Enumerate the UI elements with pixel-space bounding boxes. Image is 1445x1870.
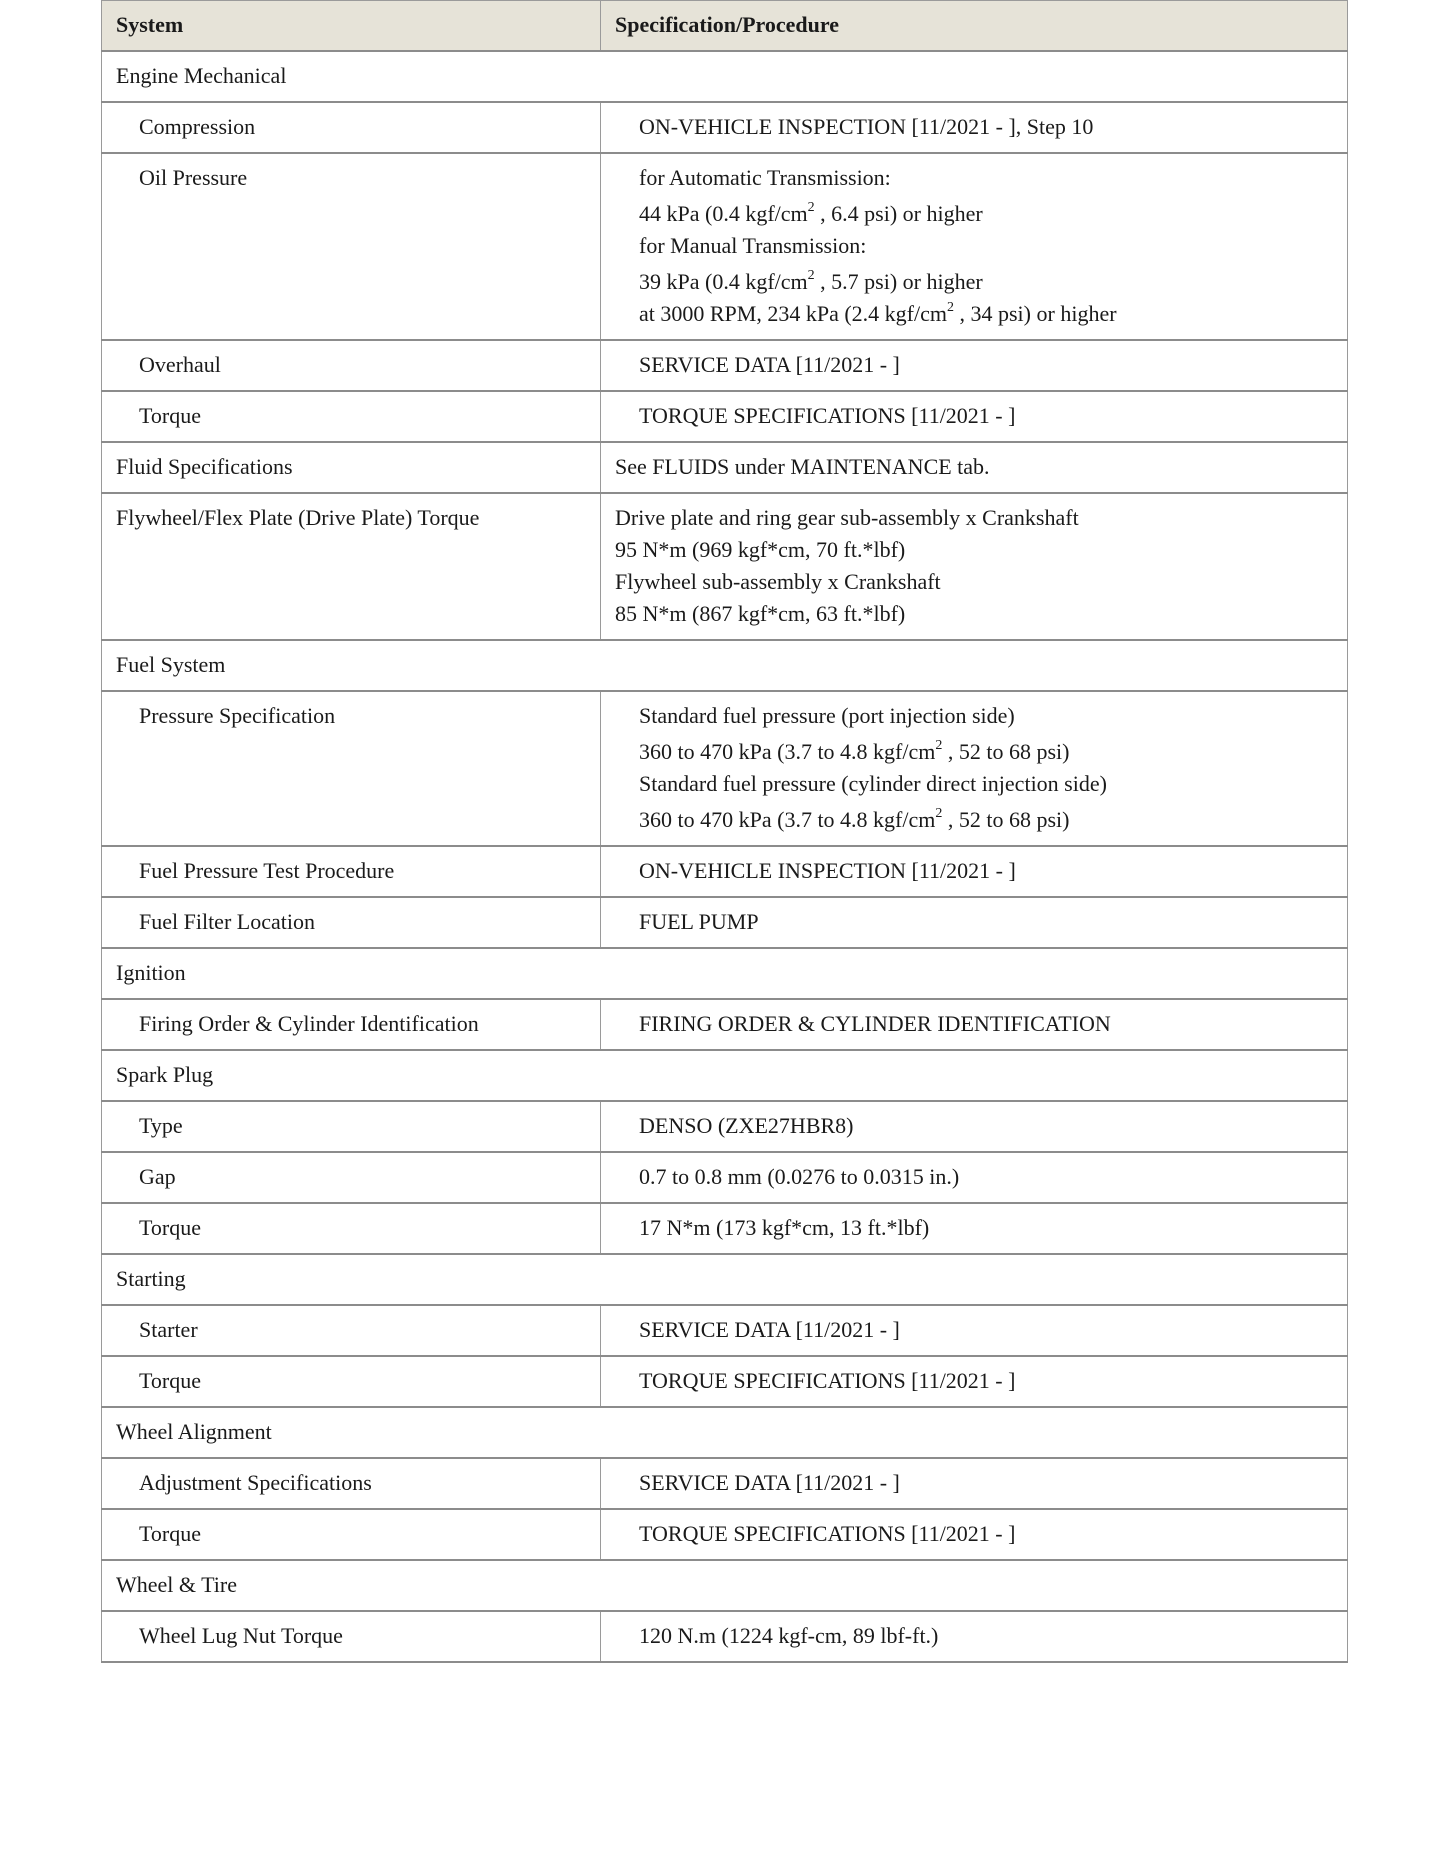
group-row-ignition bbox=[102, 948, 1348, 999]
row-label: Adjustment Specifications bbox=[102, 1458, 601, 1509]
value-text: 360 to 470 kPa (3.7 to 4.8 kgf/cm bbox=[639, 739, 936, 764]
row-value bbox=[601, 153, 1348, 340]
row-label: Oil Pressure bbox=[102, 153, 601, 340]
table-row bbox=[102, 1611, 1348, 1662]
flywheel-line: 95 N*m (969 kgf*cm, 70 ft.*lbf) bbox=[615, 537, 906, 562]
superscript: 2 bbox=[935, 805, 943, 821]
row-value bbox=[601, 691, 1348, 846]
row-label: Overhaul bbox=[102, 340, 601, 391]
row-value: 0.7 to 0.8 mm (0.0276 to 0.0315 in.) bbox=[601, 1152, 1348, 1203]
superscript: 2 bbox=[935, 737, 943, 753]
row-value: SERVICE DATA [11/2021 - ] bbox=[601, 1305, 1348, 1356]
specifications-table bbox=[101, 0, 1348, 1663]
superscript: 2 bbox=[807, 267, 815, 283]
row-value: TORQUE SPECIFICATIONS [11/2021 - ] bbox=[601, 1509, 1348, 1560]
group-row-wheel-tire bbox=[102, 1560, 1348, 1611]
value-text: , 5.7 psi) or higher bbox=[814, 269, 983, 294]
group-row-engine-mechanical bbox=[102, 51, 1348, 102]
oil-rpm-value bbox=[639, 298, 1333, 330]
row-value: 17 N*m (173 kgf*cm, 13 ft.*lbf) bbox=[601, 1203, 1348, 1254]
table-row bbox=[102, 1203, 1348, 1254]
row-label: Compression bbox=[102, 102, 601, 153]
table-row bbox=[102, 153, 1348, 340]
table-header-row bbox=[102, 1, 1348, 52]
group-title: Starting bbox=[102, 1254, 1348, 1305]
table-row bbox=[102, 1458, 1348, 1509]
table-row bbox=[102, 999, 1348, 1050]
row-value: ON-VEHICLE INSPECTION [11/2021 - ] bbox=[601, 846, 1348, 897]
row-value: TORQUE SPECIFICATIONS [11/2021 - ] bbox=[601, 1356, 1348, 1407]
row-label: Fluid Specifications bbox=[102, 442, 601, 493]
table-row bbox=[102, 102, 1348, 153]
group-title: Wheel & Tire bbox=[102, 1560, 1348, 1611]
row-value: SERVICE DATA [11/2021 - ] bbox=[601, 1458, 1348, 1509]
group-title: Ignition bbox=[102, 948, 1348, 999]
fuel-direct-value bbox=[639, 804, 1333, 836]
table-row bbox=[102, 493, 1348, 640]
row-value: DENSO (ZXE27HBR8) bbox=[601, 1101, 1348, 1152]
superscript: 2 bbox=[947, 299, 954, 315]
row-label: Fuel Pressure Test Procedure bbox=[102, 846, 601, 897]
table-row bbox=[102, 1509, 1348, 1560]
table-row bbox=[102, 1356, 1348, 1407]
row-label: Firing Order & Cylinder Identification bbox=[102, 999, 601, 1050]
value-text: 44 kPa (0.4 kgf/cm bbox=[639, 201, 808, 226]
group-row-fuel-system bbox=[102, 640, 1348, 691]
group-title: Fuel System bbox=[102, 640, 1348, 691]
row-label: Flywheel/Flex Plate (Drive Plate) Torque bbox=[102, 493, 601, 640]
group-row-wheel-alignment bbox=[102, 1407, 1348, 1458]
oil-mt-value bbox=[639, 266, 1333, 298]
column-header-spec: Specification/Procedure bbox=[601, 1, 1348, 52]
value-text: , 52 to 68 psi) bbox=[942, 739, 1070, 764]
row-value: TORQUE SPECIFICATIONS [11/2021 - ] bbox=[601, 391, 1348, 442]
value-text: , 52 to 68 psi) bbox=[942, 807, 1070, 832]
table-row bbox=[102, 442, 1348, 493]
row-label: Torque bbox=[102, 1356, 601, 1407]
flywheel-line: Drive plate and ring gear sub-assembly x Crankshaft bbox=[615, 505, 1079, 530]
value-text: , 6.4 psi) or higher bbox=[814, 201, 983, 226]
fuel-direct-label: Standard fuel pressure (cylinder direct injection side) bbox=[639, 771, 1107, 796]
column-header-system: System bbox=[102, 1, 601, 52]
row-label: Wheel Lug Nut Torque bbox=[102, 1611, 601, 1662]
row-label: Fuel Filter Location bbox=[102, 897, 601, 948]
value-text: at 3000 RPM, 234 kPa (2.4 kgf/cm bbox=[639, 301, 947, 326]
flywheel-line: Flywheel sub-assembly x Crankshaft bbox=[615, 569, 941, 594]
fuel-port-label: Standard fuel pressure (port injection side) bbox=[639, 703, 1015, 728]
row-value: See FLUIDS under MAINTENANCE tab. bbox=[601, 442, 1348, 493]
table-row bbox=[102, 1101, 1348, 1152]
value-text: , 34 psi) or higher bbox=[954, 301, 1117, 326]
row-value: FIRING ORDER & CYLINDER IDENTIFICATION bbox=[601, 999, 1348, 1050]
oil-at-value bbox=[639, 198, 1333, 230]
table-row bbox=[102, 340, 1348, 391]
row-label: Type bbox=[102, 1101, 601, 1152]
row-value bbox=[601, 493, 1348, 640]
group-row-spark-plug bbox=[102, 1050, 1348, 1101]
group-row-starting bbox=[102, 1254, 1348, 1305]
group-title: Engine Mechanical bbox=[102, 51, 1348, 102]
row-label: Torque bbox=[102, 1509, 601, 1560]
row-label: Pressure Specification bbox=[102, 691, 601, 846]
table-row bbox=[102, 391, 1348, 442]
row-label: Gap bbox=[102, 1152, 601, 1203]
table-row bbox=[102, 691, 1348, 846]
value-text: 360 to 470 kPa (3.7 to 4.8 kgf/cm bbox=[639, 807, 936, 832]
flywheel-line: 85 N*m (867 kgf*cm, 63 ft.*lbf) bbox=[615, 601, 906, 626]
row-label: Torque bbox=[102, 1203, 601, 1254]
row-label: Starter bbox=[102, 1305, 601, 1356]
table-row bbox=[102, 897, 1348, 948]
row-value: 120 N.m (1224 kgf-cm, 89 lbf-ft.) bbox=[601, 1611, 1348, 1662]
table-row bbox=[102, 1152, 1348, 1203]
table-row bbox=[102, 846, 1348, 897]
row-value: ON-VEHICLE INSPECTION [11/2021 - ], Step 10 bbox=[601, 102, 1348, 153]
value-text: 39 kPa (0.4 kgf/cm bbox=[639, 269, 808, 294]
group-title: Wheel Alignment bbox=[102, 1407, 1348, 1458]
group-title: Spark Plug bbox=[102, 1050, 1348, 1101]
fuel-port-value bbox=[639, 736, 1333, 768]
oil-mt-label: for Manual Transmission: bbox=[639, 233, 867, 258]
row-value: FUEL PUMP bbox=[601, 897, 1348, 948]
row-value: SERVICE DATA [11/2021 - ] bbox=[601, 340, 1348, 391]
oil-at-label: for Automatic Transmission: bbox=[639, 165, 891, 190]
superscript: 2 bbox=[807, 199, 815, 215]
table-row bbox=[102, 1305, 1348, 1356]
row-label: Torque bbox=[102, 391, 601, 442]
